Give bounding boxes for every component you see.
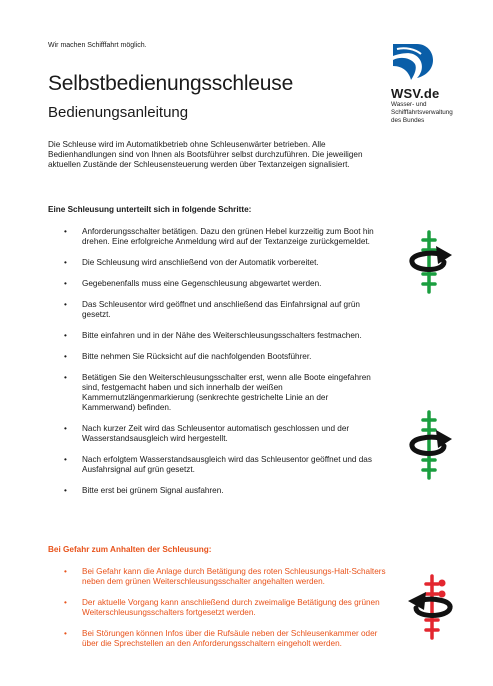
danger-list [64,567,386,660]
step-item: • Betätigen Sie den Weiterschleusungsschalter erst, wenn alle Boote eingefahren sind, festgemacht haben und sich innerhalb der weißen Kammernutzlängenmarkierung (senkrechte gestrichelte Linie an der Kammerwand) befinden. [64,373,382,413]
green-request-lever-icon [400,226,458,296]
page-title: Selbstbedienungsschleuse [48,72,294,95]
step-item: • Nach kurzer Zeit wird das Schleusentor automatisch geschlossen und der Wasserstandsausgleich wird hergestellt. [64,424,382,444]
step-item: • Die Schleusung wird anschließend von der Automatik vorbereitet. [64,258,382,268]
tagline: Wir machen Schifffahrt möglich. [48,42,147,49]
step-item: • Bitte erst bei grünem Signal ausfahren. [64,486,382,496]
logo-brand: WSV.de [391,86,440,101]
step-item: • Gegebenenfalls muss eine Gegenschleusung abgewartet werden. [64,279,382,289]
steps-heading: Eine Schleusung unterteilt sich in folgende Schritte: [48,205,252,214]
wsv-wave-logo-icon [391,42,435,84]
green-continue-lever-icon [400,408,458,482]
logo-subtitle-2: Schifffahrtsverwaltung [391,109,453,116]
danger-item: • Bei Gefahr kann die Anlage durch Betätigung des roten Schleusungs-Halt-Schalters neben dem grünen Weiterschleusungsschalter angehalten werden. [64,567,386,587]
wsv-logo [391,42,471,125]
danger-item: • Der aktuelle Vorgang kann anschließend durch zweimalige Betätigung des grünen Weiterschleusungsschalters fortgesetzt werden. [64,598,386,618]
red-stop-lever-icon [398,572,462,642]
step-item: • Anforderungsschalter betätigen. Dazu den grünen Hebel kurzzeitig zum Boot hin drehen. Eine erfolgreiche Anmeldung wird auf der Textanzeige zurückgemeldet. [64,227,382,247]
page-subtitle: Bedienungsanleitung [48,104,189,121]
step-item: • Das Schleusentor wird geöffnet und anschließend das Einfahrsignal auf grün gesetzt. [64,300,382,320]
intro-paragraph: Die Schleuse wird im Automatikbetrieb ohne Schleusenwärter betrieben. Alle Bedienhandlungen sind von Ihnen als Bootsführer selbst durchzuführen. Die jeweiligen aktuellen Zustände der Schleusensteuerung werden über Textanzeigen signalisiert. [48,140,363,169]
danger-item: • Bei Störungen können Infos über die Rufsäule neben der Schleusenkammer oder über die Sprechstellen an den Anforderungsschaltern eingeholt werden. [64,629,386,649]
steps-list [64,227,382,507]
danger-heading: Bei Gefahr zum Anhalten der Schleusung: [48,545,212,554]
step-item: • Nach erfolgtem Wasserstandsausgleich wird das Schleusentor geöffnet und das Ausfahrsignal auf grün gesetzt. [64,455,382,475]
step-item: • Bitte einfahren und in der Nähe des Weiterschleusungsschalters festmachen. [64,331,382,341]
logo-subtitle-3: des Bundes [391,117,425,124]
step-item: • Bitte nehmen Sie Rücksicht auf die nachfolgenden Bootsführer. [64,352,382,362]
logo-subtitle-1: Wasser- und [391,101,427,108]
